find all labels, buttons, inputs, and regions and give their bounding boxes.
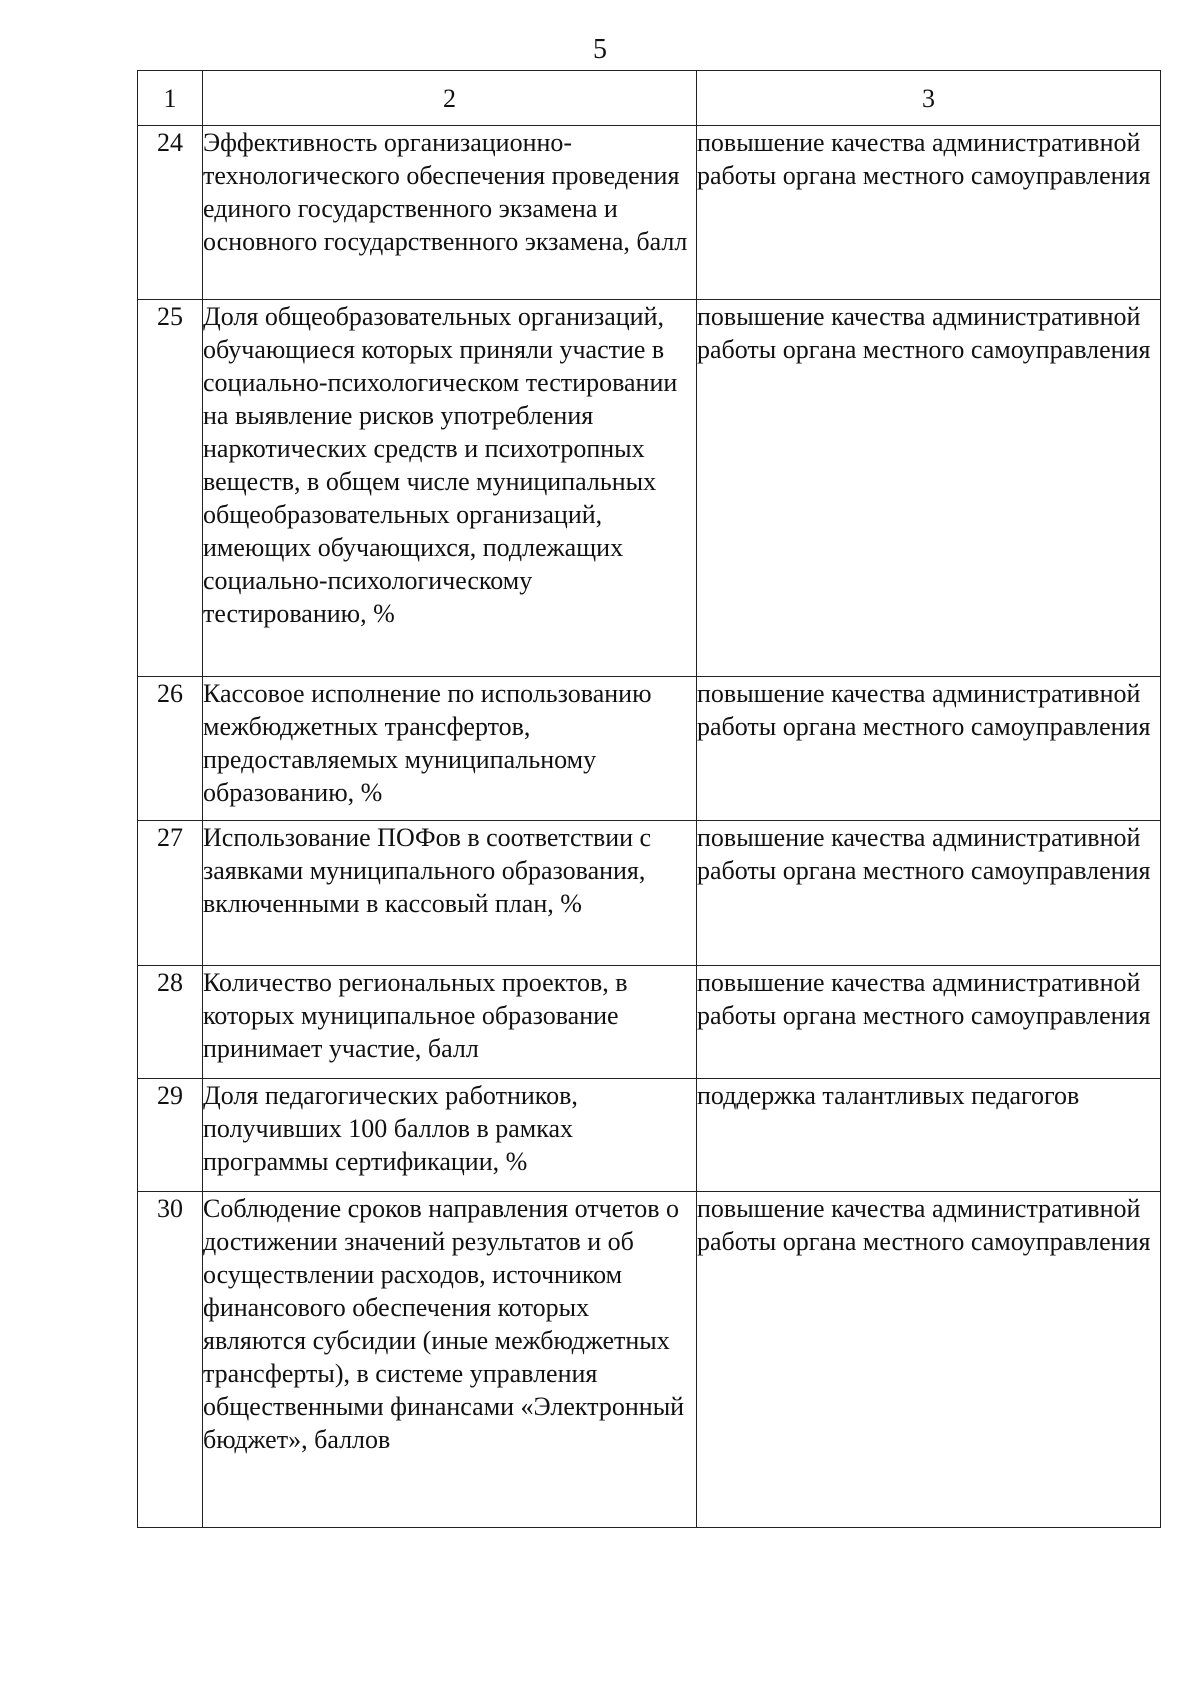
indicator-cell: Эффективность организационно-технологического обеспечения проведения единого государственного экзамена и основного государственного экзамена, балл xyxy=(203,126,697,300)
goal-cell: повышение качества административной работы органа местного самоуправления xyxy=(697,677,1161,821)
goal-cell: повышение качества административной работы органа местного самоуправления xyxy=(697,1192,1161,1528)
indicator-cell: Соблюдение сроков направления отчетов о достижении значений результатов и об осуществлении расходов, источником финансового обеспечения которых являются субсидии (иные межбюджетных трансферты), в системе управления общественными финансами «Электронный бюджет», баллов xyxy=(203,1192,697,1528)
table-row xyxy=(138,126,1161,300)
table-body xyxy=(138,126,1161,1528)
goal-cell: повышение качества административной работы органа местного самоуправления xyxy=(697,821,1161,966)
table-row xyxy=(138,966,1161,1079)
indicator-cell: Доля общеобразовательных организаций, обучающиеся которых приняли участие в социально-психологическом тестировании на выявление рисков употребления наркотических средств и психотропных веществ, в общем числе муниципальных общеобразовательных организаций, имеющих обучающихся, подлежащих социально-психологическому тестированию, % xyxy=(203,300,697,677)
table-row xyxy=(138,677,1161,821)
goal-cell: поддержка талантливых педагогов xyxy=(697,1079,1161,1192)
indicator-cell: Доля педагогических работников, получивших 100 баллов в рамках программы сертификации, % xyxy=(203,1079,697,1192)
header-col-3: 3 xyxy=(697,71,1161,126)
table-row xyxy=(138,1192,1161,1528)
header-row xyxy=(138,71,1161,126)
header-col-1: 1 xyxy=(138,71,203,126)
row-number: 29 xyxy=(138,1079,203,1192)
row-number: 30 xyxy=(138,1192,203,1528)
row-number: 26 xyxy=(138,677,203,821)
table-row xyxy=(138,821,1161,966)
row-number: 24 xyxy=(138,126,203,300)
row-number: 28 xyxy=(138,966,203,1079)
indicator-cell: Использование ПОФов в соответствии с заявками муниципального образования, включенными в кассовый план, % xyxy=(203,821,697,966)
indicators-table xyxy=(137,70,1161,1528)
indicator-cell: Кассовое исполнение по использованию межбюджетных трансфертов, предоставляемых муниципальному образованию, % xyxy=(203,677,697,821)
goal-cell: повышение качества административной работы органа местного самоуправления xyxy=(697,300,1161,677)
goal-cell: повышение качества административной работы органа местного самоуправления xyxy=(697,126,1161,300)
indicator-cell: Количество региональных проектов, в которых муниципальное образование принимает участие, балл xyxy=(203,966,697,1079)
page-number: 5 xyxy=(593,34,607,65)
row-number: 27 xyxy=(138,821,203,966)
table-header xyxy=(138,71,1161,126)
row-number: 25 xyxy=(138,300,203,677)
header-col-2: 2 xyxy=(203,71,697,126)
goal-cell: повышение качества административной работы органа местного самоуправления xyxy=(697,966,1161,1079)
table-row xyxy=(138,300,1161,677)
table-row xyxy=(138,1079,1161,1192)
